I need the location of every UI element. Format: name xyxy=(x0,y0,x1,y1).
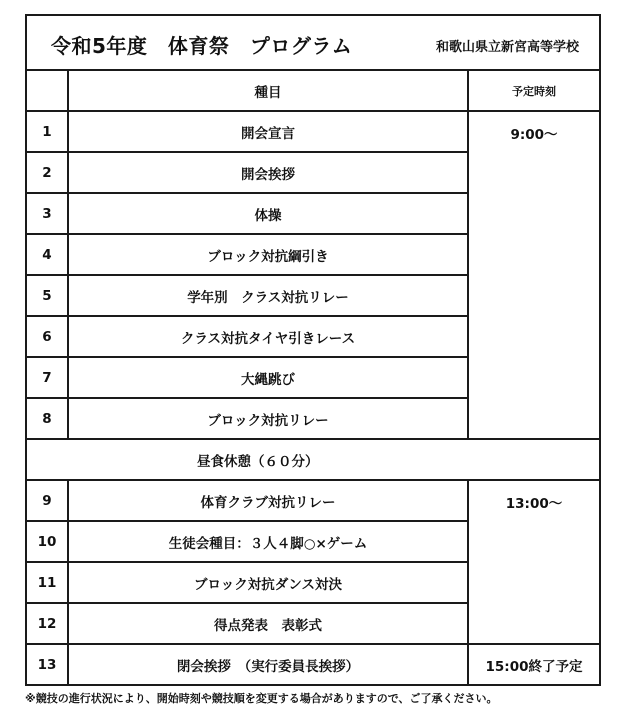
lunch-break-row xyxy=(26,439,600,480)
table-row xyxy=(26,480,600,521)
afternoon-start-time: 13:00～ xyxy=(468,480,600,644)
header-row xyxy=(26,15,600,70)
event-number: 1 xyxy=(26,111,68,152)
event-name: ブロック対抗綱引き xyxy=(68,234,468,275)
event-number: 6 xyxy=(26,316,68,357)
afternoon-end-time: 15:00終了予定 xyxy=(468,644,600,685)
table-row xyxy=(26,644,600,685)
table-row xyxy=(26,111,600,152)
morning-start-time: 9:00～ xyxy=(468,111,600,439)
event-number: 13 xyxy=(26,644,68,685)
event-name: 開会宣言 xyxy=(68,111,468,152)
event-number: 2 xyxy=(26,152,68,193)
event-name: 生徒会種目：３人４脚○×ゲーム xyxy=(68,521,468,562)
school-name: 和歌山県立新宮高等学校 xyxy=(436,40,580,55)
program-table xyxy=(25,14,601,686)
event-number: 9 xyxy=(26,480,68,521)
event-number: 11 xyxy=(26,562,68,603)
event-name: クラス対抗タイヤ引きレース xyxy=(68,316,468,357)
event-name: ブロック対抗ダンス対決 xyxy=(68,562,468,603)
program-sheet xyxy=(25,14,599,686)
event-name: 開会挨拶 xyxy=(68,152,468,193)
event-number: 4 xyxy=(26,234,68,275)
event-name: ブロック対抗リレー xyxy=(68,398,468,439)
lunch-break-label: 昼食休憩（６０分） xyxy=(26,439,600,480)
event-number: 12 xyxy=(26,603,68,644)
event-name: 閉会挨拶 （実行委員長挨拶） xyxy=(68,644,468,685)
event-name: 大縄跳び xyxy=(68,357,468,398)
column-header-row xyxy=(26,70,600,111)
event-number: 7 xyxy=(26,357,68,398)
column-header-event: 種目 xyxy=(68,70,468,111)
event-name: 学年別 クラス対抗リレー xyxy=(68,275,468,316)
page-title: 令和5年度 体育祭 プログラム xyxy=(51,34,353,58)
footnote: ※競技の進行状況により、開始時刻や競技順を変更する場合がありますので、ご了承ください。 xyxy=(25,692,498,705)
header-cell xyxy=(26,15,600,70)
column-header-number xyxy=(26,70,68,111)
event-name: 得点発表 表彰式 xyxy=(68,603,468,644)
column-header-time: 予定時刻 xyxy=(468,70,600,111)
event-number: 3 xyxy=(26,193,68,234)
event-number: 10 xyxy=(26,521,68,562)
event-name: 体操 xyxy=(68,193,468,234)
event-number: 8 xyxy=(26,398,68,439)
event-name: 体育クラブ対抗リレー xyxy=(68,480,468,521)
event-number: 5 xyxy=(26,275,68,316)
